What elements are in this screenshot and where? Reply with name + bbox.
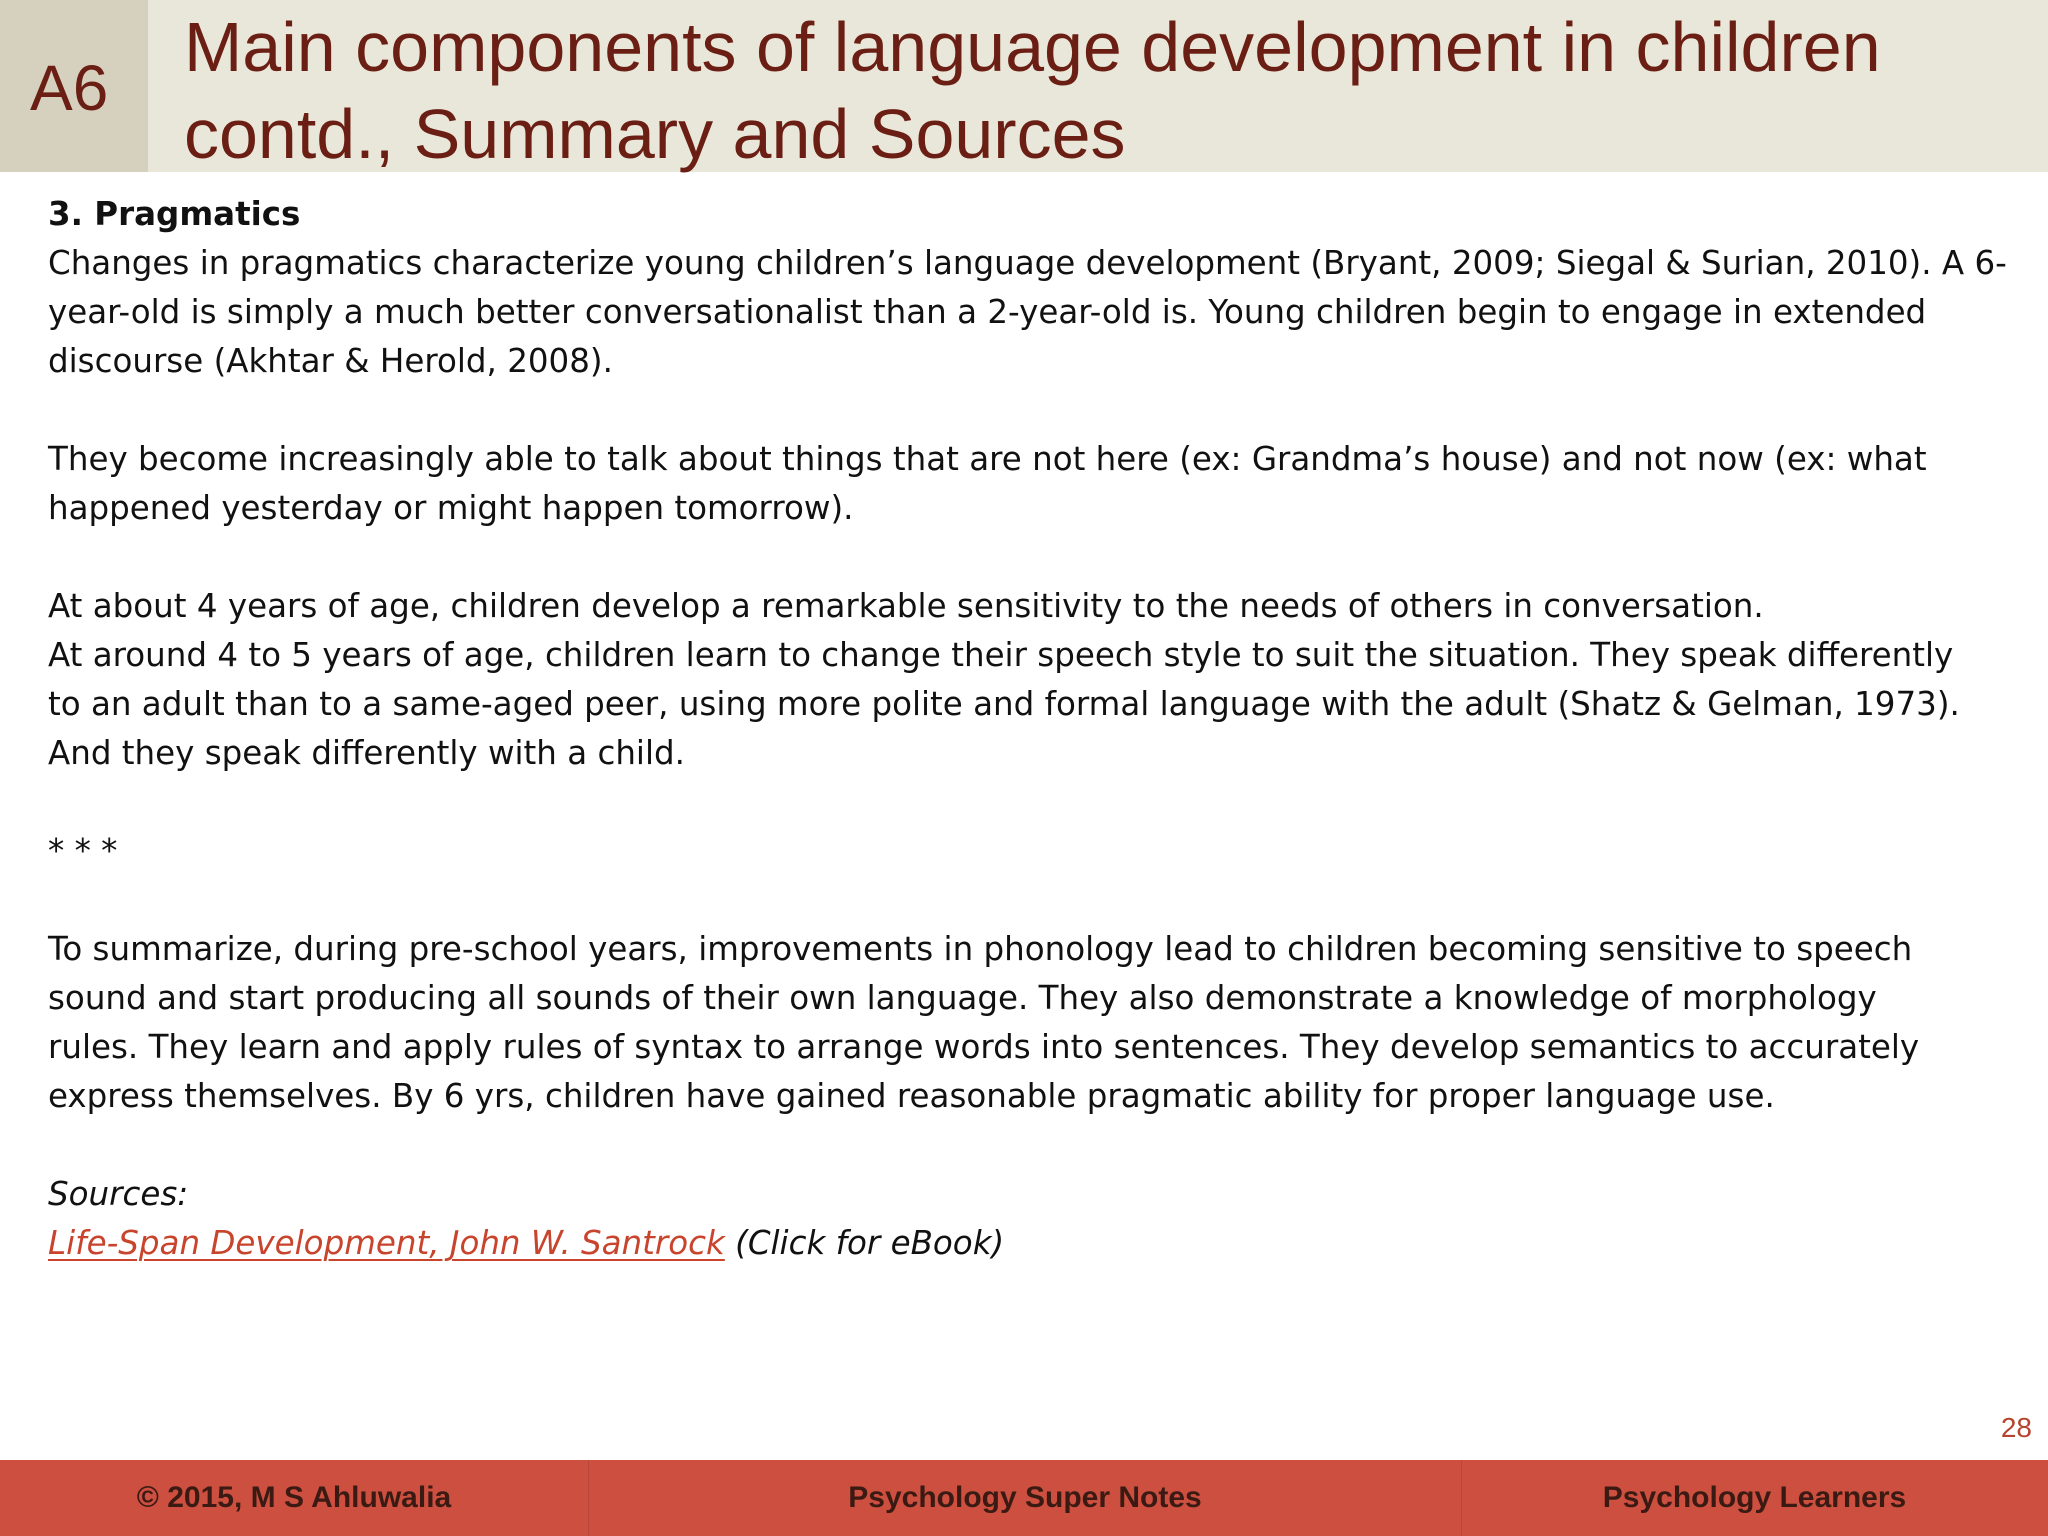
sources-label: Sources: — [48, 1175, 189, 1213]
spacer — [48, 778, 2008, 827]
section-code-box — [0, 0, 148, 172]
summary-line: sound and start producing all sounds of their own language. They also demonstrate a knowledge of morphology — [48, 979, 1877, 1017]
paragraph-line: year-old is simply a much better conversationalist than a 2-year-old is. Young children begin to engage in extended — [48, 293, 1927, 331]
paragraph-line: Changes in pragmatics characterize young children’s language development (Bryant, 2009; Siegal & Surian, 2010). A 6- — [48, 244, 2007, 282]
paragraph-line: And they speak differently with a child. — [48, 734, 685, 772]
slide-header — [0, 0, 2048, 172]
section-heading: 3. Pragmatics — [48, 195, 301, 233]
summary-line: rules. They learn and apply rules of syntax to arrange words into sentences. They develop semantics to accurately — [48, 1028, 1920, 1066]
source-ebook-link[interactable]: Life-Span Development, John W. Santrock — [48, 1224, 725, 1262]
spacer — [48, 533, 2008, 582]
page-number: 28 — [2000, 1412, 2032, 1443]
paragraph-line: discourse (Akhtar & Herold, 2008). — [48, 342, 613, 380]
footer-brand: Psychology Super Notes — [588, 1460, 1462, 1536]
paragraph-line: They become increasingly able to talk about things that are not here (ex: Grandma’s house) and not now (ex: what — [48, 440, 1927, 478]
summary-line: To summarize, during pre-school years, improvements in phonology lead to children becoming sensitive to speech — [48, 930, 1913, 968]
source-note: (Click for eBook) — [724, 1224, 1005, 1262]
source-entry — [48, 1219, 2008, 1268]
paragraph-line: happened yesterday or might happen tomorrow). — [48, 489, 854, 527]
spacer — [48, 1121, 2008, 1170]
paragraph-line: At about 4 years of age, children develop a remarkable sensitivity to the needs of others in conversation. — [48, 587, 1764, 625]
footer-copyright: © 2015, M S Ahluwalia — [136, 1481, 452, 1514]
spacer — [48, 876, 2008, 925]
slide-title — [184, 4, 2024, 178]
slide-body — [48, 190, 2008, 1268]
section-code: A6 — [30, 52, 109, 124]
footer-publisher: Psychology Learners — [1602, 1481, 1907, 1514]
slide-title-line: Main components of language development in children — [184, 8, 1881, 86]
slide-footer — [0, 1460, 2048, 1536]
summary-line: express themselves. By 6 yrs, children have gained reasonable pragmatic ability for proper language use. — [48, 1077, 1775, 1115]
paragraph-line: to an adult than to a same-aged peer, using more polite and formal language with the adult (Shatz & Gelman, 1973). — [48, 685, 1960, 723]
spacer — [48, 386, 2008, 435]
section-separator: * * * — [48, 832, 118, 870]
slide-title-line: contd., Summary and Sources — [184, 95, 1126, 173]
paragraph-line: At around 4 to 5 years of age, children learn to change their speech style to suit the situation. They speak differently — [48, 636, 1954, 674]
